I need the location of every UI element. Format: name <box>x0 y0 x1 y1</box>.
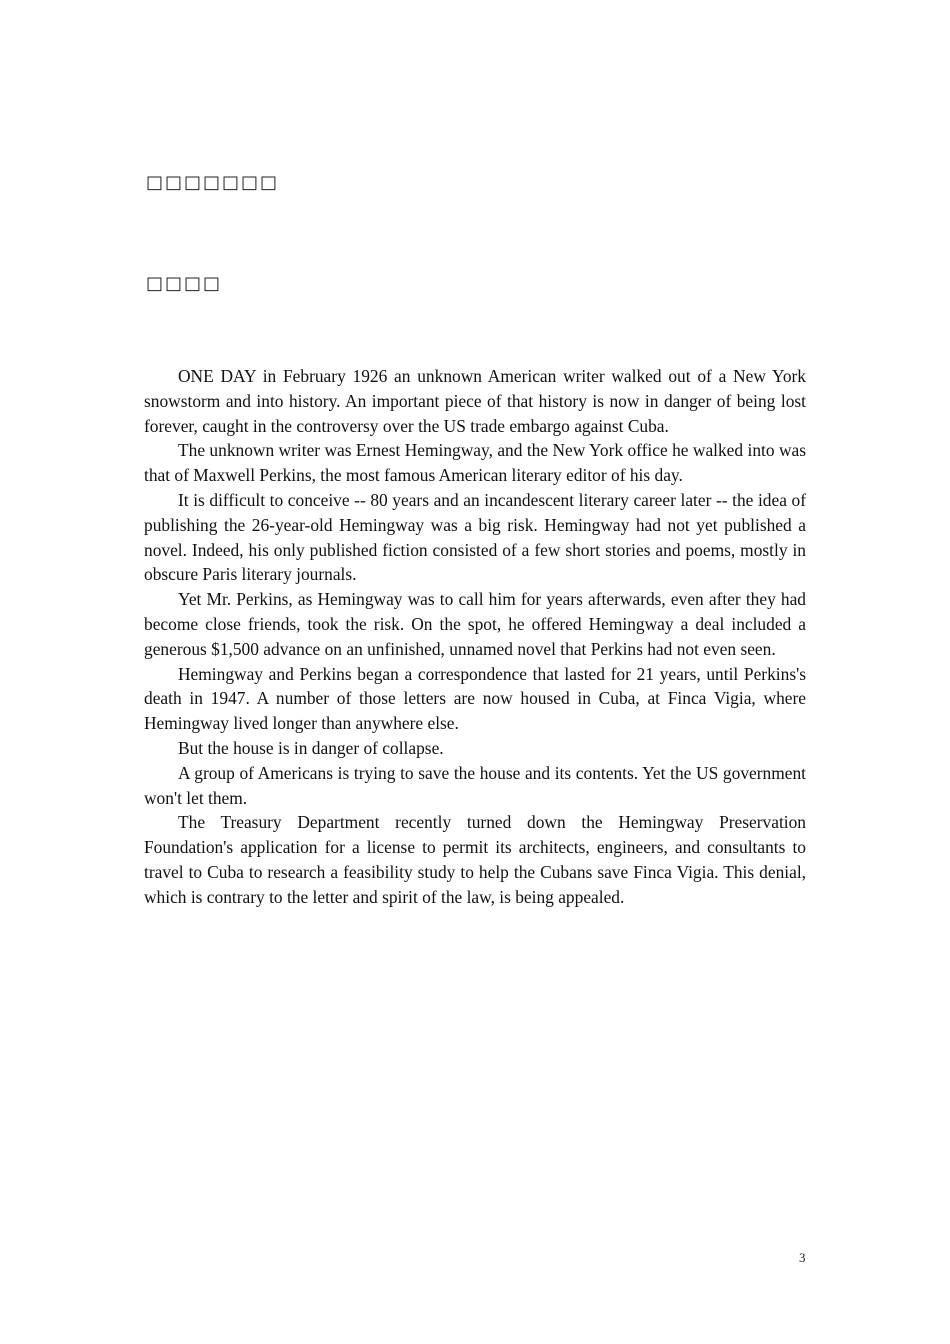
paragraph: Hemingway and Perkins began a correspondence that lasted for 21 years, until Perkins's death in 1947. A number of those letters are now housed in Cuba, at Finca Vigia, where Hemingway lived longer than anywhere else. <box>144 663 806 734</box>
paragraph: It is difficult to conceive -- 80 years and an incandescent literary career later -- the idea of publishing the 26-year-old Hemingway was a big risk. Hemingway had not yet published a novel. Indeed, his only published fiction consisted of a few short stories and poems, mostly in obscure Paris literary journals. <box>144 489 806 585</box>
paragraph: Yet Mr. Perkins, as Hemingway was to call him for years afterwards, even after they had become close friends, took the risk. On the spot, he offered Hemingway a deal included a generous $1,500 advance on an unfinished, unnamed novel that Perkins had not even seen. <box>144 589 806 659</box>
paragraph: The Treasury Department recently turned down the Hemingway Preservation Foundation's application for a license to permit its architects, engineers, and consultants to travel to Cuba to research a feasibility study to help the Cubans save Finca Vigia. This denial, which is contrary to the letter and spirit of the law, is being appealed. <box>144 812 806 907</box>
paragraph: ONE DAY in February 1926 an unknown American writer walked out of a New York snowstorm and into history. An important piece of that history is now in danger of being lost forever, caught in the controversy over the US trade embargo against Cuba. <box>144 366 806 436</box>
article-body <box>144 364 806 910</box>
garbled-heading-title: □□□□□□□ <box>146 172 280 193</box>
garbled-heading-subtitle: □□□□ <box>146 273 223 294</box>
paragraph: The unknown writer was Ernest Hemingway, and the New York office he walked into was that of Maxwell Perkins, the most famous American literary editor of his day. <box>144 440 806 486</box>
paragraph: But the house is in danger of collapse. <box>178 737 444 758</box>
paragraph: A group of Americans is trying to save the house and its contents. Yet the US government won't let them. <box>144 762 806 808</box>
page-number: 3 <box>799 1250 806 1265</box>
